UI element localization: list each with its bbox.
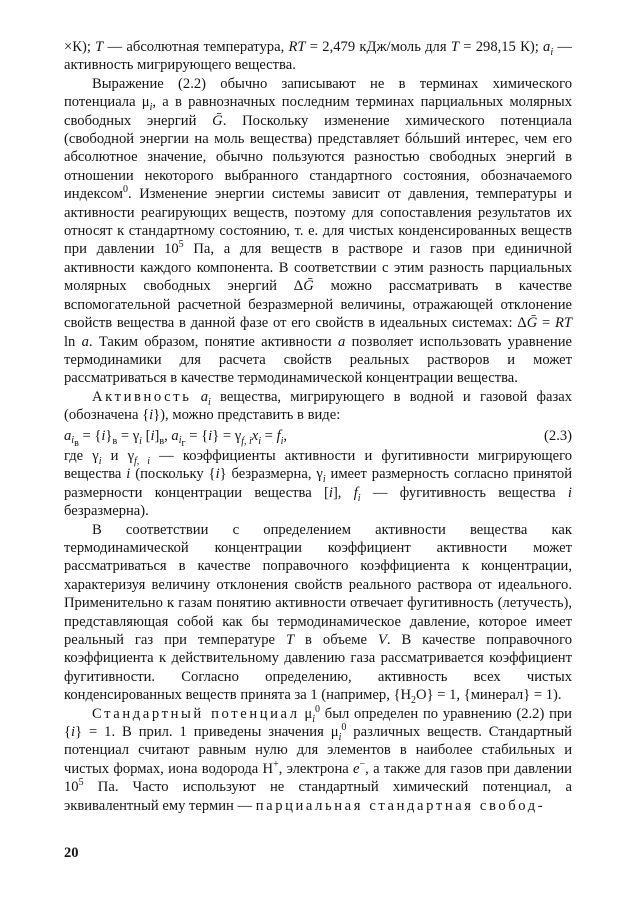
paragraph: Стандартный потенциал $\mu_i^0$ был определен по уравнению (2.2) при {i} = 1. В прил. 1 приведены значения $\mu_i^0$ различных веществ. Стандартный потенциал считают равным нулю для элементов в наиболее стабильных и чистых формах, иона водорода H+, электрона e−, а также для газов при давлении $10^5$ Па. Часто используют не стандартный химический потенциал, а эквивалентный ему термин — парциальная стандартная свобод- bbox=[64, 703, 572, 814]
paragraph: ×К); T — абсолютная температура, RT = 2,479 кДж/моль для T = 298,15 К); $a_i$ — активность мигрирующего вещества. bbox=[64, 39, 572, 74]
equation-2-3 bbox=[64, 427, 572, 450]
paragraph: где $\gamma_i$ и $\gamma_{f, i}$ — коэффициенты активности и фугитивности мигрирующего вещества i (поскольку {i} безразмерна, $\gamma_i$ имеет размерность согласно принятой размерности концентрации вещества [i], $f_i$ — фугитивность вещества i безразмерна). bbox=[64, 447, 573, 520]
equation-number: (2.3) bbox=[544, 427, 572, 444]
page-number: 20 bbox=[64, 845, 79, 861]
paragraph: Выражение (2.2) обычно записывают не в терминах химического потенциала $\mu_i$, а в равнозначных последним терминах парциальных молярных свободных энергий Ḡ. Поскольку изменение химического потенциала (свободной энергии на моль вещества) представляет бóльший интерес, чем его абсолютное значение, обычно пользуются разностью свободных энергий в отношении некоторого выбранного стандартного состояния, обозначаемого индексом$^0$. Изменение энергии системы зависит от давления, температуры и активности реагирующих веществ, поэтому для сопоставления результатов их относят к стандартному состоянию, т. е. для чистых конденсированных веществ при давлении $10^5$ Па, а для веществ в растворе и газов при единичной активности каждого компонента. В соответствии с этим разность парциальных молярных свободных энергий ΔḠ можно рассматривать в качестве вспомогательной расчетной безразмерной величины, отражающей отклонение свойств вещества в данной фазе от его свойств в идеальных системах: ΔḠ = RT ln a. Таким образом, понятие активности a позволяет использовать уравнение термодинамики для расчета свойств реальных растворов и может рассматриваться в качестве термодинамической концентрации вещества. bbox=[64, 75, 573, 387]
paragraph: В соответствии с определением активности вещества как термодинамической концентрации коэффициент активности может рассматриваться в качестве поправочного коэффициента к концентрации, характеризуя величину отклонения свойств реального раствора от идеального. Применительно к газам понятию активности отвечает фугитивность (летучесть), представляющая собой как бы термодинамическое давление, которое имеет реальный газ при температуре T в объеме V. В качестве поправочного коэффициента к действительному давлению газа рассматривается коэффициент фугитивности. Согласно определению, активность всех чистых конденсированных веществ принята за 1 (например, $\{H_2O\} = 1$, {минерал} = 1). bbox=[64, 521, 572, 707]
paragraph: Активность $a_i$ вещества, мигрирующего в водной и газовой фазах (обозначена {i}), можно представить в виде: bbox=[64, 388, 572, 424]
equation-body: $a_{i_в} = \{i\}_в = \gamma_i$ $[i]_в$, $a_{i_г} = \{i\} = \gamma_{f, i}x_i = f_i$, bbox=[64, 427, 288, 450]
page-body bbox=[64, 38, 572, 815]
